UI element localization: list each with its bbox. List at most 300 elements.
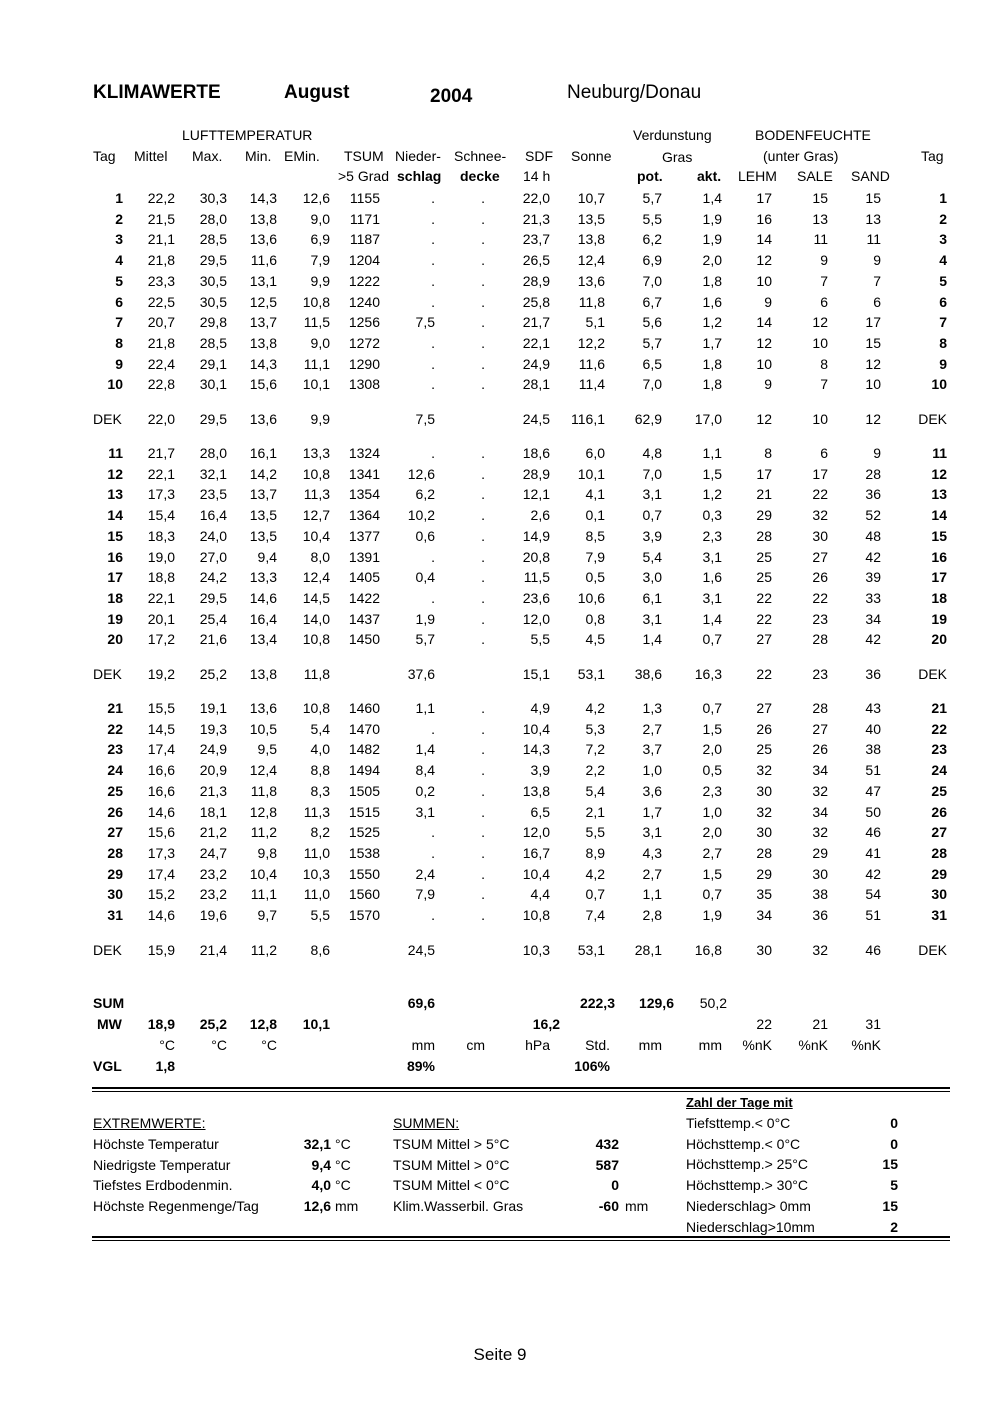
cell-tag: DEK xyxy=(93,666,122,682)
cell-max: 30,5 xyxy=(199,293,227,310)
cell-sand: 46 xyxy=(865,941,881,958)
cell-pot: 3,0 xyxy=(642,569,662,586)
cell-sdf: 12,1 xyxy=(522,486,550,503)
cell-nieder: . xyxy=(431,720,435,737)
cell-sale: 10 xyxy=(812,411,828,427)
cell-sonne: 5,5 xyxy=(585,824,605,841)
cell-lehm: 14 xyxy=(756,231,772,248)
unit-label: hPa xyxy=(525,1037,550,1053)
cell-sonne: 0,1 xyxy=(585,507,605,524)
extrem-unit: °C xyxy=(335,1177,351,1194)
cell-sale: 15 xyxy=(812,190,828,206)
cell-emin: 12,7 xyxy=(302,507,330,524)
cell-sdf: 18,6 xyxy=(522,445,550,461)
extrem-label: Niedrigste Temperatur xyxy=(93,1156,231,1173)
cell-nieder: . xyxy=(431,376,435,393)
summen-label: TSUM Mittel > 0°C xyxy=(393,1156,510,1173)
cell-akt: 2,3 xyxy=(702,527,722,544)
cell-min: 9,4 xyxy=(257,548,277,565)
cell-sonne: 10,6 xyxy=(577,589,605,606)
cell-min: 11,8 xyxy=(250,782,277,799)
cell-tag: 18 xyxy=(107,589,123,606)
cell-pot: 5,5 xyxy=(642,210,662,227)
extrem-unit: °C xyxy=(335,1156,351,1173)
header-sonne: Sonne xyxy=(571,148,612,164)
extrem-label: Höchste Temperatur xyxy=(93,1136,219,1152)
cell-schnee: . xyxy=(481,507,485,524)
cell-schnee: . xyxy=(481,376,485,393)
cell-tag-right: 4 xyxy=(939,252,947,269)
cell-max: 23,2 xyxy=(199,865,227,882)
summen-unit: mm xyxy=(625,1198,649,1215)
cell-mittel: 17,3 xyxy=(147,844,175,861)
header-mittel: Mittel xyxy=(134,148,168,164)
cell-max: 21,3 xyxy=(199,782,227,799)
cell-sand: 51 xyxy=(865,907,881,923)
header-min: Min. xyxy=(245,148,272,164)
cell-sale: 10 xyxy=(812,334,828,351)
cell-nieder: 24,5 xyxy=(407,941,435,958)
cell-akt: 1,4 xyxy=(702,190,722,206)
cell-schnee: . xyxy=(481,272,485,289)
cell-lehm: 22 xyxy=(756,610,772,627)
cell-tag: 29 xyxy=(107,865,123,882)
cell-tag-right: 28 xyxy=(931,844,947,861)
cell-min: 13,6 xyxy=(249,700,277,716)
cell-tag: 27 xyxy=(107,824,123,841)
cell-pot: 5,4 xyxy=(642,548,662,565)
cell-sdf: 4,4 xyxy=(530,886,550,903)
cell-sdf: 28,1 xyxy=(522,376,550,393)
cell-schnee: . xyxy=(481,314,485,331)
cell-nieder: . xyxy=(431,210,435,227)
station-label: Neuburg/Donau xyxy=(567,82,702,103)
cell-sdf: 10,8 xyxy=(522,907,550,923)
cell-sale: 29 xyxy=(812,844,828,861)
header-verdunstung: Verdunstung xyxy=(633,127,712,143)
cell-sale: 34 xyxy=(812,803,828,820)
cell-akt: 1,0 xyxy=(702,803,722,820)
cell-emin: 10,8 xyxy=(302,631,330,648)
cell-min: 11,6 xyxy=(250,252,277,269)
summen-label: Klim.Wasserbil. Gras xyxy=(393,1198,524,1215)
cell-lehm: 9 xyxy=(764,293,772,310)
cell-tag: DEK xyxy=(93,941,122,958)
cell-sale: 23 xyxy=(812,666,828,682)
cell-akt: 3,1 xyxy=(702,589,722,606)
cell-mittel: 22,4 xyxy=(147,355,175,372)
cell-lehm: 8 xyxy=(764,445,772,461)
cell-min: 14,2 xyxy=(249,465,277,482)
cell-schnee: . xyxy=(481,293,485,310)
cell-tag-right: 15 xyxy=(931,527,947,544)
cell-tsum: 1538 xyxy=(348,844,380,861)
cell-tsum: 1494 xyxy=(348,762,380,779)
cell-sdf: 5,5 xyxy=(530,631,550,648)
cell-akt: 1,9 xyxy=(702,210,722,227)
cell-sonne: 13,5 xyxy=(577,210,605,227)
mw-mittel: 18,9 xyxy=(147,1016,175,1032)
cell-lehm: 25 xyxy=(756,741,772,758)
cell-tag-right: 13 xyxy=(931,486,947,503)
cell-tag-right: 29 xyxy=(931,865,947,882)
cell-nieder: 7,5 xyxy=(415,411,435,427)
tage-value: 15 xyxy=(882,1156,898,1173)
mw-min: 12,8 xyxy=(249,1016,277,1032)
cell-sand: 11 xyxy=(866,231,881,248)
extrem-unit: °C xyxy=(335,1136,351,1152)
cell-max: 29,5 xyxy=(199,252,227,269)
cell-tsum: 1560 xyxy=(348,886,380,903)
cell-sale: 7 xyxy=(820,376,828,393)
cell-sale: 11 xyxy=(813,231,828,248)
cell-schnee: . xyxy=(481,355,485,372)
cell-sdf: 21,7 xyxy=(522,314,550,331)
extrem-value: 9,4 xyxy=(311,1156,331,1173)
cell-tag: 15 xyxy=(107,527,123,544)
cell-nieder: 6,2 xyxy=(415,486,435,503)
unit-label: mm xyxy=(411,1037,435,1053)
cell-sale: 13 xyxy=(812,210,828,227)
header-tag-right: Tag xyxy=(921,148,944,164)
cell-mittel: 16,6 xyxy=(147,782,175,799)
cell-tag: 24 xyxy=(107,762,123,779)
unit-label: °C xyxy=(261,1037,277,1053)
cell-sand: 39 xyxy=(865,569,881,586)
cell-emin: 5,5 xyxy=(310,907,330,923)
cell-mittel: 21,1 xyxy=(147,231,175,248)
cell-sdf: 22,0 xyxy=(522,190,550,206)
cell-nieder: . xyxy=(431,190,435,206)
cell-min: 13,8 xyxy=(249,334,277,351)
cell-nieder: . xyxy=(431,844,435,861)
cell-schnee: . xyxy=(481,865,485,882)
cell-sdf: 23,6 xyxy=(522,589,550,606)
cell-akt: 1,7 xyxy=(702,334,722,351)
cell-akt: 1,9 xyxy=(702,231,722,248)
cell-sdf: 4,9 xyxy=(530,700,550,716)
cell-lehm: 25 xyxy=(756,548,772,565)
cell-pot: 7,0 xyxy=(642,272,662,289)
cell-min: 11,2 xyxy=(250,824,277,841)
cell-min: 13,3 xyxy=(249,569,277,586)
cell-mittel: 14,6 xyxy=(147,803,175,820)
cell-sale: 34 xyxy=(812,762,828,779)
cell-emin: 8,3 xyxy=(310,782,330,799)
sum-sonne: 222,3 xyxy=(579,995,615,1011)
cell-mittel: 15,2 xyxy=(147,886,175,903)
cell-nieder: . xyxy=(431,231,435,248)
tage-title: Zahl der Tage mit xyxy=(686,1095,793,1110)
cell-tsum: 1290 xyxy=(348,355,380,372)
cell-lehm: 17 xyxy=(756,190,772,206)
cell-tsum: 1450 xyxy=(348,631,380,648)
cell-sonne: 0,5 xyxy=(585,569,605,586)
cell-schnee: . xyxy=(481,844,485,861)
mw-lehm: 22 xyxy=(756,1016,772,1032)
cell-tag-right: 19 xyxy=(931,610,947,627)
cell-sand: 50 xyxy=(865,803,881,820)
cell-sale: 22 xyxy=(812,589,828,606)
cell-tsum: 1222 xyxy=(348,272,380,289)
cell-sale: 27 xyxy=(812,548,828,565)
cell-tag: 9 xyxy=(115,355,123,372)
cell-min: 13,8 xyxy=(249,210,277,227)
cell-tag-right: 12 xyxy=(931,465,947,482)
cell-pot: 3,6 xyxy=(642,782,662,799)
cell-sand: 42 xyxy=(865,548,881,565)
cell-min: 10,5 xyxy=(249,720,277,737)
cell-mittel: 14,5 xyxy=(147,720,175,737)
summen-label: TSUM Mittel > 5°C xyxy=(393,1136,510,1152)
cell-nieder: 1,4 xyxy=(415,741,435,758)
cell-sonne: 12,2 xyxy=(577,334,605,351)
cell-emin: 14,0 xyxy=(302,610,330,627)
cell-min: 9,5 xyxy=(257,741,277,758)
cell-emin: 11,1 xyxy=(303,355,330,372)
cell-tag-right: 24 xyxy=(931,762,947,779)
cell-sand: 48 xyxy=(865,527,881,544)
cell-tag-right: 9 xyxy=(939,355,947,372)
year-label: 2004 xyxy=(430,86,473,107)
cell-sonne: 10,7 xyxy=(577,190,605,206)
cell-max: 23,5 xyxy=(199,486,227,503)
cell-sand: 15 xyxy=(865,334,881,351)
cell-pot: 2,7 xyxy=(642,865,662,882)
cell-sale: 30 xyxy=(812,527,828,544)
cell-schnee: . xyxy=(481,210,485,227)
cell-sonne: 0,8 xyxy=(585,610,605,627)
cell-nieder: 0,4 xyxy=(415,569,435,586)
cell-mittel: 23,3 xyxy=(147,272,175,289)
cell-schnee: . xyxy=(481,886,485,903)
cell-max: 20,9 xyxy=(199,762,227,779)
cell-sonne: 11,6 xyxy=(578,355,605,372)
summen-value: -60 xyxy=(598,1198,619,1215)
cell-akt: 1,6 xyxy=(702,569,722,586)
cell-lehm: 10 xyxy=(756,272,772,289)
cell-emin: 12,4 xyxy=(302,569,330,586)
cell-tag: 4 xyxy=(115,252,123,269)
cell-sdf: 10,4 xyxy=(522,720,550,737)
cell-akt: 1,1 xyxy=(702,445,722,461)
cell-emin: 8,8 xyxy=(310,762,330,779)
cell-pot: 4,8 xyxy=(642,445,662,461)
separator-top-2 xyxy=(92,1091,950,1092)
cell-lehm: 29 xyxy=(756,507,772,524)
cell-sdf: 28,9 xyxy=(522,272,550,289)
cell-akt: 1,5 xyxy=(702,865,722,882)
cell-tsum: 1525 xyxy=(348,824,380,841)
cell-mittel: 18,3 xyxy=(147,527,175,544)
cell-tag: 6 xyxy=(115,293,123,310)
summen-value: 587 xyxy=(595,1156,619,1173)
tage-value: 2 xyxy=(890,1218,898,1235)
cell-sale: 32 xyxy=(812,782,828,799)
cell-mittel: 22,5 xyxy=(147,293,175,310)
cell-sdf: 20,8 xyxy=(522,548,550,565)
unit-label: %nK xyxy=(851,1037,881,1053)
cell-akt: 1,2 xyxy=(702,314,722,331)
cell-mittel: 20,7 xyxy=(147,314,175,331)
cell-tag-right: DEK xyxy=(918,941,947,958)
cell-max: 24,7 xyxy=(199,844,227,861)
cell-tsum: 1240 xyxy=(348,293,380,310)
cell-pot: 1,4 xyxy=(642,631,662,648)
cell-sdf: 2,6 xyxy=(530,507,550,524)
cell-tag-right: 20 xyxy=(931,631,947,648)
cell-schnee: . xyxy=(481,334,485,351)
cell-nieder: 1,1 xyxy=(415,700,435,716)
cell-sonne: 53,1 xyxy=(577,666,605,682)
document-title: KLIMAWERTE xyxy=(93,82,221,103)
extrem-value: 32,1 xyxy=(303,1136,331,1152)
cell-tag: 28 xyxy=(107,844,123,861)
cell-lehm: 28 xyxy=(756,844,772,861)
cell-mittel: 19,0 xyxy=(147,548,175,565)
cell-lehm: 16 xyxy=(756,210,772,227)
cell-tag: 11 xyxy=(108,445,123,461)
unit-label: mm xyxy=(638,1037,662,1053)
header-lehm: LEHM xyxy=(738,168,777,184)
unit-label: cm xyxy=(466,1037,485,1053)
cell-schnee: . xyxy=(481,589,485,606)
cell-sand: 9 xyxy=(873,252,881,269)
cell-mittel: 15,9 xyxy=(147,941,175,958)
month-label: August xyxy=(284,82,350,103)
unit-label: Std. xyxy=(585,1037,610,1053)
header-unter-gras: (unter Gras) xyxy=(763,148,839,164)
cell-max: 23,2 xyxy=(199,886,227,903)
cell-nieder: . xyxy=(431,824,435,841)
cell-pot: 7,0 xyxy=(642,376,662,393)
cell-sand: 46 xyxy=(865,824,881,841)
cell-emin: 6,9 xyxy=(310,231,330,248)
cell-sand: 51 xyxy=(865,762,881,779)
cell-tag-right: 16 xyxy=(931,548,947,565)
header-sale: SALE xyxy=(797,168,833,184)
header-nieder: Nieder- xyxy=(395,148,441,164)
cell-lehm: 25 xyxy=(756,569,772,586)
cell-lehm: 9 xyxy=(764,376,772,393)
cell-nieder: . xyxy=(431,334,435,351)
cell-nieder: . xyxy=(431,252,435,269)
cell-tag: DEK xyxy=(93,411,122,427)
cell-max: 21,4 xyxy=(199,941,227,958)
cell-min: 13,5 xyxy=(249,527,277,544)
cell-nieder: 12,6 xyxy=(407,465,435,482)
cell-schnee: . xyxy=(481,803,485,820)
header-sdf-sub: 14 h xyxy=(523,168,551,184)
cell-lehm: 21 xyxy=(756,486,772,503)
extrem-unit: mm xyxy=(335,1198,359,1215)
cell-tsum: 1324 xyxy=(348,445,380,461)
extrem-label: Tiefstes Erdbodenmin. xyxy=(93,1177,233,1194)
header-bodenfeuchte: BODENFEUCHTE xyxy=(755,127,871,143)
cell-mittel: 17,4 xyxy=(147,865,175,882)
cell-emin: 11,8 xyxy=(303,666,330,682)
cell-nieder: 0,2 xyxy=(415,782,435,799)
cell-min: 12,4 xyxy=(249,762,277,779)
cell-nieder: 1,9 xyxy=(415,610,435,627)
header-sand: SAND xyxy=(851,168,890,184)
cell-sdf: 12,0 xyxy=(522,824,550,841)
cell-akt: 2,0 xyxy=(702,824,722,841)
cell-max: 24,0 xyxy=(199,527,227,544)
cell-min: 13,7 xyxy=(249,486,277,503)
cell-pot: 5,7 xyxy=(642,334,662,351)
cell-nieder: . xyxy=(431,548,435,565)
cell-tsum: 1437 xyxy=(348,610,380,627)
cell-tag-right: DEK xyxy=(918,666,947,682)
cell-sand: 54 xyxy=(865,886,881,903)
cell-sale: 27 xyxy=(812,720,828,737)
cell-sale: 22 xyxy=(812,486,828,503)
cell-sdf: 22,1 xyxy=(522,334,550,351)
cell-schnee: . xyxy=(481,700,485,716)
cell-tag: 31 xyxy=(107,907,123,923)
cell-mittel: 22,8 xyxy=(147,376,175,393)
cell-max: 24,2 xyxy=(199,569,227,586)
cell-sdf: 25,8 xyxy=(522,293,550,310)
header-pot: pot. xyxy=(637,168,663,184)
separator-top-1 xyxy=(92,1087,950,1089)
cell-tag-right: 25 xyxy=(931,782,947,799)
cell-lehm: 32 xyxy=(756,803,772,820)
cell-tag-right: 27 xyxy=(931,824,947,841)
cell-max: 28,5 xyxy=(199,231,227,248)
cell-schnee: . xyxy=(481,762,485,779)
cell-min: 14,6 xyxy=(249,589,277,606)
cell-sonne: 5,1 xyxy=(585,314,605,331)
cell-tag: 20 xyxy=(107,631,123,648)
cell-tsum: 1505 xyxy=(348,782,380,799)
cell-emin: 13,3 xyxy=(302,445,330,461)
cell-sale: 32 xyxy=(812,941,828,958)
cell-min: 13,1 xyxy=(249,272,277,289)
cell-emin: 7,9 xyxy=(310,252,330,269)
cell-tag: 23 xyxy=(107,741,123,758)
cell-pot: 6,5 xyxy=(642,355,662,372)
cell-tag-right: 8 xyxy=(939,334,947,351)
cell-sale: 26 xyxy=(812,741,828,758)
cell-max: 30,5 xyxy=(199,272,227,289)
cell-tag: 7 xyxy=(115,314,123,331)
cell-tag-right: 10 xyxy=(931,376,947,393)
cell-tsum: 1422 xyxy=(348,589,380,606)
vgl-nieder: 89% xyxy=(406,1058,435,1074)
cell-nieder: 8,4 xyxy=(415,762,435,779)
tage-label: Niederschlag>10mm xyxy=(686,1218,815,1235)
cell-sale: 23 xyxy=(812,610,828,627)
cell-sale: 12 xyxy=(812,314,828,331)
cell-max: 28,0 xyxy=(199,445,227,461)
cell-sand: 28 xyxy=(865,465,881,482)
cell-sand: 38 xyxy=(865,741,881,758)
cell-emin: 11,3 xyxy=(303,486,330,503)
cell-sand: 41 xyxy=(865,844,881,861)
header-emin: EMin. xyxy=(284,148,320,164)
cell-lehm: 12 xyxy=(756,411,772,427)
cell-schnee: . xyxy=(481,527,485,544)
cell-tsum: 1256 xyxy=(348,314,380,331)
cell-emin: 10,8 xyxy=(302,293,330,310)
cell-akt: 0,7 xyxy=(702,631,722,648)
cell-sonne: 4,5 xyxy=(585,631,605,648)
cell-sand: 7 xyxy=(873,272,881,289)
cell-tag-right: 2 xyxy=(939,210,947,227)
sum-nieder: 69,6 xyxy=(407,995,435,1011)
